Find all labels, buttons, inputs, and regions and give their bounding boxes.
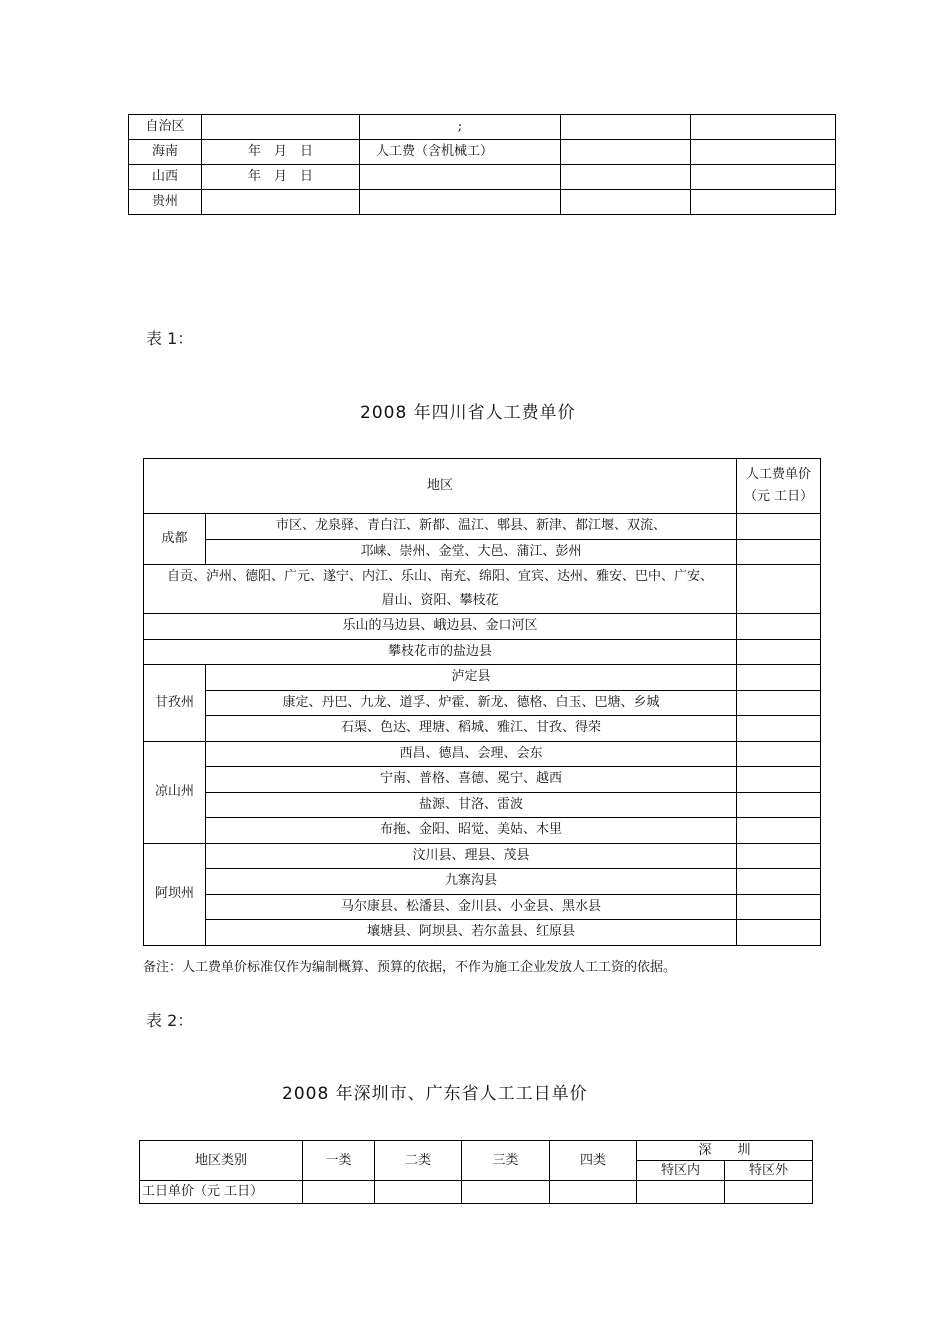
table-header-row	[140, 1141, 813, 1161]
region-cell: 乐山的马边县、峨边县、金口河区	[144, 614, 737, 640]
region-cell: 宁南、普格、喜德、冕宁、越西	[206, 767, 737, 793]
region-cell: 九寨沟县	[206, 869, 737, 895]
table-row	[144, 894, 821, 920]
date-cell	[202, 190, 360, 215]
price-cell	[737, 539, 821, 565]
price-cell	[737, 565, 821, 614]
table-row	[144, 869, 821, 895]
region-cell: 山西	[129, 165, 202, 190]
price-cell	[737, 690, 821, 716]
empty-cell	[691, 190, 836, 215]
price-cell	[737, 639, 821, 665]
region-cell: 西昌、德昌、会理、会东	[206, 741, 737, 767]
price-header-line1: 人工费单价	[746, 467, 812, 482]
table-row	[144, 690, 821, 716]
price-cell	[737, 716, 821, 742]
region-cell: 市区、龙泉驿、青白江、新都、温江、郫县、新津、都江堰、双流、	[206, 514, 737, 540]
table-row	[144, 639, 821, 665]
price-cell	[737, 665, 821, 691]
table-2-title: 2008 年深圳市、广东省人工工日单价	[282, 1084, 588, 1104]
outside-zone-header: 特区外	[725, 1161, 813, 1181]
table-row	[144, 843, 821, 869]
price-cell	[737, 741, 821, 767]
price-cell	[737, 843, 821, 869]
empty-cell	[561, 115, 691, 140]
price-cell	[737, 514, 821, 540]
region-cell: 泸定县	[206, 665, 737, 691]
price-header-line2: （元 工日）	[743, 489, 814, 504]
table-row	[129, 165, 836, 190]
region-cell: 康定、丹巴、九龙、道孚、炉霍、新龙、德格、白玉、巴塘、乡城	[206, 690, 737, 716]
empty-cell	[691, 165, 836, 190]
table-row	[144, 514, 821, 540]
price-cell	[725, 1181, 813, 1204]
item-cell	[360, 165, 561, 190]
empty-cell	[691, 115, 836, 140]
price-cell	[737, 920, 821, 946]
region-line: 自贡、泸州、德阳、广元、遂宁、内江、乐山、南充、绵阳、宜宾、达州、雅安、巴中、广安、	[167, 569, 714, 584]
group-label-aba: 阿坝州	[144, 843, 206, 945]
category-2-header: 二类	[375, 1141, 462, 1181]
price-cell	[737, 818, 821, 844]
date-cell: 年 月 日	[202, 140, 360, 165]
price-cell	[737, 767, 821, 793]
table-row	[144, 614, 821, 640]
shenzhen-header: 深 圳	[637, 1141, 813, 1161]
region-cell	[144, 565, 737, 614]
table-1-marker: 表 1：	[146, 329, 194, 348]
date-cell	[202, 115, 360, 140]
category-header: 地区类别	[140, 1141, 303, 1181]
category-1-header: 一类	[303, 1141, 375, 1181]
region-cell: 石渠、色达、理塘、稻城、雅江、甘孜、得荣	[206, 716, 737, 742]
table-row	[144, 792, 821, 818]
price-cell	[737, 869, 821, 895]
price-header	[737, 459, 821, 514]
table-row	[144, 565, 821, 614]
price-cell	[737, 894, 821, 920]
empty-cell	[561, 140, 691, 165]
item-cell: 人工费（含机械工）	[360, 140, 561, 165]
table-1-title: 2008 年四川省人工费单价	[360, 403, 576, 423]
table-1-note: 备注：人工费单价标准仅作为编制概算、预算的依据，不作为施工企业发放人工工资的依据。	[143, 960, 677, 975]
table-row	[144, 716, 821, 742]
shenzhen-labor-table	[139, 1140, 813, 1204]
group-label-ganzi: 甘孜州	[144, 665, 206, 742]
empty-cell	[561, 190, 691, 215]
region-cell: 马尔康县、松潘县、金川县、小金县、黑水县	[206, 894, 737, 920]
price-cell	[737, 792, 821, 818]
region-cell: 攀枝花市的盐边县	[144, 639, 737, 665]
price-cell	[737, 614, 821, 640]
region-cell: 邛崃、崇州、金堂、大邑、蒲江、彭州	[206, 539, 737, 565]
price-cell	[550, 1181, 637, 1204]
region-cell: 自治区	[129, 115, 202, 140]
table-row	[144, 767, 821, 793]
price-cell	[462, 1181, 550, 1204]
item-cell: ;	[360, 115, 561, 140]
sichuan-labor-table	[143, 458, 821, 946]
region-cell: 布拖、金阳、昭觉、美姑、木里	[206, 818, 737, 844]
table-2-marker: 表 2：	[146, 1011, 194, 1030]
table-row	[140, 1181, 813, 1204]
table-row	[144, 818, 821, 844]
category-4-header: 四类	[550, 1141, 637, 1181]
group-label-chengdu: 成都	[144, 514, 206, 565]
empty-cell	[691, 140, 836, 165]
group-label-liangshan: 凉山州	[144, 741, 206, 843]
price-cell	[637, 1181, 725, 1204]
region-cell: 盐源、甘洛、雷波	[206, 792, 737, 818]
inside-zone-header: 特区内	[637, 1161, 725, 1181]
table-row	[144, 920, 821, 946]
table-row	[144, 741, 821, 767]
price-cell	[303, 1181, 375, 1204]
empty-cell	[561, 165, 691, 190]
region-cell: 壤塘县、阿坝县、若尔盖县、红原县	[206, 920, 737, 946]
table-row	[129, 140, 836, 165]
category-3-header: 三类	[462, 1141, 550, 1181]
region-header: 地区	[144, 459, 737, 514]
region-line: 眉山、资阳、攀枝花	[381, 593, 499, 608]
table-row	[129, 190, 836, 215]
price-cell	[375, 1181, 462, 1204]
date-cell: 年 月 日	[202, 165, 360, 190]
table-row	[144, 539, 821, 565]
table-header-row	[144, 459, 821, 514]
region-cell: 海南	[129, 140, 202, 165]
row-label: 工日单价（元 工日）	[140, 1181, 303, 1204]
region-cell: 汶川县、理县、茂县	[206, 843, 737, 869]
table-row	[144, 665, 821, 691]
region-cell: 贵州	[129, 190, 202, 215]
top-table	[128, 114, 836, 215]
table-row	[129, 115, 836, 140]
item-cell	[360, 190, 561, 215]
